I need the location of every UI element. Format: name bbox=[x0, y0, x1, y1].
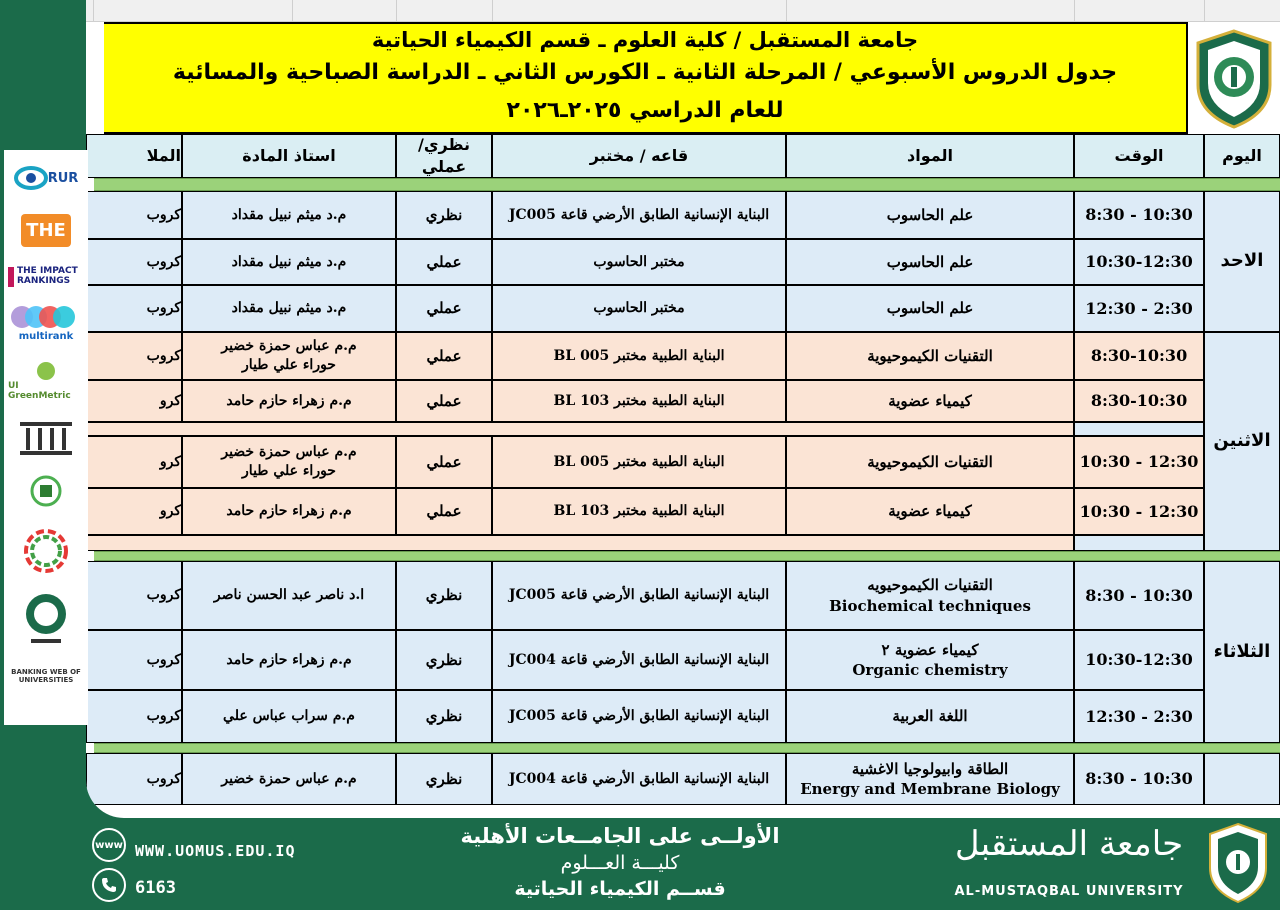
room-cell bbox=[492, 332, 786, 380]
time-cell bbox=[1074, 332, 1204, 380]
time-cell bbox=[1074, 630, 1204, 690]
time-cell bbox=[1074, 191, 1204, 239]
type-text: عملي bbox=[426, 502, 462, 521]
footer-university-arabic: جامعة المستقبل bbox=[954, 824, 1184, 864]
note-cell bbox=[86, 332, 182, 380]
the-impact-logo bbox=[8, 260, 84, 294]
teacher-text: م.م زهراء حازم حامد bbox=[226, 651, 352, 668]
note-text: كروب bbox=[146, 770, 181, 787]
footer-bar bbox=[0, 818, 1280, 910]
room-text: البناية الطبية مختبر BL 103 bbox=[553, 392, 725, 409]
type-cell bbox=[396, 332, 492, 380]
footer-university-shield-icon bbox=[1206, 822, 1270, 904]
schedule-header bbox=[104, 22, 1188, 134]
time-cell bbox=[1074, 690, 1204, 743]
type-text: عملي bbox=[426, 452, 462, 471]
time-cell bbox=[1074, 239, 1204, 285]
type-text: عملي bbox=[426, 391, 462, 410]
subject-text: علم الحاسوب bbox=[886, 205, 974, 224]
the-ranking-logo bbox=[8, 208, 84, 252]
institution-building-icon bbox=[8, 418, 84, 458]
teacher-secondary-text: حوراء علي طيار bbox=[242, 463, 336, 479]
footer-university-english: AL-MUSTAQBAL UNIVERSITY bbox=[954, 884, 1184, 899]
day-cell-sunday: الاحد bbox=[1204, 191, 1280, 332]
room-text: البناية الإنسانية الطابق الأرضي قاعة JC005 bbox=[508, 587, 770, 604]
room-text: البناية الطبية مختبر BL 005 bbox=[553, 347, 725, 364]
header-subtitle: جدول الدروس الأسبوعي / المرحلة الثانية ـ الكورس الثاني ـ الدراسة الصباحية والمسائية bbox=[172, 60, 1118, 85]
type-text: عملي bbox=[426, 299, 462, 318]
subject-text: التقنيات الكيموحيويه bbox=[867, 576, 993, 595]
teacher-text: م.م سراب عباس علي bbox=[223, 708, 355, 725]
teacher-cell bbox=[182, 690, 396, 743]
subject-cell bbox=[786, 630, 1074, 690]
subject-text: علم الحاسوب bbox=[886, 252, 974, 271]
note-text: كروب bbox=[146, 708, 181, 725]
teacher-text: م.م زهراء حازم حامد bbox=[226, 503, 352, 520]
type-cell bbox=[396, 285, 492, 332]
room-text: البناية الإنسانية الطابق الأرضي قاعة JC005 bbox=[508, 206, 770, 223]
spacer-cell bbox=[1074, 535, 1204, 551]
footer-phone: 6163 bbox=[135, 878, 176, 898]
type-cell bbox=[396, 239, 492, 285]
subject-cell bbox=[786, 191, 1074, 239]
header-title: جامعة المستقبل / كلية العلوم ـ قسم الكيمياء الحياتية bbox=[371, 28, 919, 52]
room-cell bbox=[492, 561, 786, 630]
federation-arab-engineers-logo bbox=[8, 586, 84, 652]
header-year: للعام الدراسي ٢٠٢٥ـ٢٠٢٦ bbox=[506, 98, 784, 123]
type-text: نظري bbox=[425, 586, 463, 605]
teacher-cell bbox=[182, 380, 396, 422]
note-cell bbox=[86, 191, 182, 239]
subject-cell bbox=[786, 332, 1074, 380]
note-text: كرو bbox=[159, 503, 181, 520]
type-text: عملي bbox=[426, 346, 462, 365]
teacher-text: م.م زهراء حازم حامد bbox=[226, 392, 352, 409]
spacer-cell bbox=[86, 422, 1074, 436]
time-text: 10:30 - 8:30 bbox=[1085, 769, 1193, 789]
note-text: كروب bbox=[146, 347, 181, 364]
room-cell bbox=[492, 191, 786, 239]
time-cell bbox=[1074, 285, 1204, 332]
room-cell bbox=[492, 285, 786, 332]
subject-cell bbox=[786, 488, 1074, 535]
greenmetric-logo bbox=[8, 356, 84, 406]
time-text: 10:30 - 8:30 bbox=[1085, 205, 1193, 225]
room-text: البناية الطبية مختبر BL 103 bbox=[553, 503, 725, 520]
type-cell bbox=[396, 690, 492, 743]
note-cell bbox=[86, 753, 182, 805]
type-text: نظري bbox=[425, 650, 463, 669]
subject-cell bbox=[786, 753, 1074, 805]
note-cell bbox=[86, 690, 182, 743]
note-text: كرو bbox=[159, 392, 181, 409]
time-text: 8:30-10:30 bbox=[1090, 346, 1188, 366]
room-cell bbox=[492, 630, 786, 690]
time-cell bbox=[1074, 488, 1204, 535]
time-cell bbox=[1074, 561, 1204, 630]
subject-text: التقنيات الكيموحيوية bbox=[867, 452, 993, 471]
type-cell bbox=[396, 191, 492, 239]
type-text: عملي bbox=[426, 252, 462, 271]
arab-universities-logo bbox=[8, 470, 84, 516]
subject-text: علم الحاسوب bbox=[886, 299, 974, 318]
subject-text: كيمياء عضوية bbox=[888, 502, 972, 521]
col-header-time: الوقت bbox=[1074, 134, 1204, 178]
teacher-text: م.م عباس حمزة خضير bbox=[221, 770, 357, 787]
time-text: 12:30 - 10:30 bbox=[1079, 501, 1199, 521]
subject-text: كيمياء عضوية ٢ bbox=[881, 640, 979, 659]
room-text: مختبر الحاسوب bbox=[593, 300, 685, 317]
note-cell bbox=[86, 488, 182, 535]
time-text: 10:30-12:30 bbox=[1085, 252, 1193, 272]
teacher-text: م.د ميثم نبيل مقداد bbox=[231, 300, 347, 317]
rur-ranking-logo bbox=[8, 158, 84, 198]
teacher-text: م.م عباس حمزة خضير bbox=[221, 444, 357, 461]
note-cell bbox=[86, 285, 182, 332]
note-text: كرو bbox=[159, 453, 181, 470]
day-cell-next bbox=[1204, 753, 1280, 805]
rur-label: RUR bbox=[47, 170, 79, 186]
day-cell-monday: الاثنين bbox=[1204, 332, 1280, 551]
note-text: كروب bbox=[146, 300, 181, 317]
subject-cell bbox=[786, 561, 1074, 630]
room-text: البناية الإنسانية الطابق الأرضي قاعة JC004 bbox=[508, 770, 770, 787]
spreadsheet-top-strip bbox=[86, 0, 1280, 22]
teacher-text: م.د ميثم نبيل مقداد bbox=[231, 253, 347, 270]
col-header-room: قاعه / مختبر bbox=[492, 134, 786, 178]
subject-english-text: Organic chemistry bbox=[852, 661, 1008, 679]
the-impact-label: THE IMPACT RANKINGS bbox=[8, 267, 84, 287]
room-cell bbox=[492, 753, 786, 805]
teacher-cell bbox=[182, 561, 396, 630]
teacher-cell bbox=[182, 753, 396, 805]
room-cell bbox=[492, 380, 786, 422]
note-text: كروب bbox=[146, 253, 181, 270]
subject-cell bbox=[786, 285, 1074, 332]
col-header-teacher: استاذ المادة bbox=[182, 134, 396, 178]
type-cell bbox=[396, 436, 492, 488]
separator-bar bbox=[94, 178, 1204, 191]
time-text: 2:30 - 12:30 bbox=[1085, 706, 1193, 726]
type-cell bbox=[396, 561, 492, 630]
teacher-cell bbox=[182, 191, 396, 239]
time-cell bbox=[1074, 436, 1204, 488]
the-label: THE bbox=[21, 214, 71, 247]
subject-text: كيمياء عضوية bbox=[888, 391, 972, 410]
type-cell bbox=[396, 753, 492, 805]
col-header-notes: الملا bbox=[86, 134, 182, 178]
phone-icon bbox=[92, 868, 126, 902]
note-cell bbox=[86, 561, 182, 630]
teacher-text: م.م عباس حمزة خضير bbox=[221, 338, 357, 355]
university-logo bbox=[1188, 24, 1280, 134]
subject-english-text: Biochemical techniques bbox=[829, 596, 1031, 615]
time-text: 10:30-12:30 bbox=[1085, 650, 1193, 670]
room-cell bbox=[492, 239, 786, 285]
multirank-label: multirank bbox=[18, 330, 74, 342]
footer-department: قســم الكيمياء الحياتية bbox=[514, 878, 726, 900]
subject-english-text: Energy and Membrane Biology bbox=[800, 780, 1060, 798]
time-cell bbox=[1074, 380, 1204, 422]
type-cell bbox=[396, 630, 492, 690]
separator-bar bbox=[94, 551, 1280, 561]
note-cell bbox=[86, 630, 182, 690]
teacher-cell bbox=[182, 332, 396, 380]
subject-cell bbox=[786, 690, 1074, 743]
greenmetric-label: UI GreenMetric bbox=[8, 381, 71, 401]
teacher-text: ا.د ناصر عبد الحسن ناصر bbox=[213, 587, 365, 604]
teacher-cell bbox=[182, 630, 396, 690]
www-icon-label: www bbox=[95, 839, 123, 851]
time-text: 8:30-10:30 bbox=[1090, 391, 1188, 411]
note-cell bbox=[86, 380, 182, 422]
type-cell bbox=[396, 488, 492, 535]
spacer-cell bbox=[1074, 422, 1204, 436]
teacher-text: م.د ميثم نبيل مقداد bbox=[231, 206, 347, 223]
teacher-cell bbox=[182, 436, 396, 488]
note-text: كروب bbox=[146, 206, 181, 223]
time-text: 2:30 - 12:30 bbox=[1085, 298, 1193, 318]
subject-text: اللغة العربية bbox=[892, 707, 968, 726]
globe-icon bbox=[92, 828, 126, 862]
time-text: 12:30 - 10:30 bbox=[1079, 452, 1199, 472]
room-text: البناية الإنسانية الطابق الأرضي قاعة JC005 bbox=[508, 708, 770, 725]
room-text: البناية الإنسانية الطابق الأرضي قاعة JC004 bbox=[508, 651, 770, 668]
subject-text: الطاقة وابيولوجيا الاغشية bbox=[851, 759, 1009, 778]
separator-bar bbox=[94, 743, 1280, 753]
subject-cell bbox=[786, 380, 1074, 422]
type-text: نظري bbox=[425, 205, 463, 224]
col-header-subject: المواد bbox=[786, 134, 1074, 178]
room-text: مختبر الحاسوب bbox=[593, 253, 685, 270]
type-text: نظري bbox=[425, 707, 463, 726]
room-text: البناية الطبية مختبر BL 005 bbox=[553, 453, 725, 470]
subject-cell bbox=[786, 436, 1074, 488]
teacher-secondary-text: حوراء علي طيار bbox=[242, 357, 336, 373]
col-header-type: نظري/عملي bbox=[396, 134, 492, 178]
multirank-logo bbox=[8, 300, 84, 344]
subject-cell bbox=[786, 239, 1074, 285]
room-cell bbox=[492, 488, 786, 535]
room-cell bbox=[492, 436, 786, 488]
time-cell bbox=[1074, 753, 1204, 805]
teacher-cell bbox=[182, 285, 396, 332]
partner-rankings-strip bbox=[4, 150, 88, 725]
footer-college: كليـــة العـــلوم bbox=[560, 852, 680, 874]
webometrics-label: BANKING WEB OF UNIVERSITIES bbox=[11, 668, 81, 684]
teacher-cell bbox=[182, 488, 396, 535]
separator-bar bbox=[1204, 178, 1280, 191]
col-header-day: اليوم bbox=[1204, 134, 1280, 178]
note-cell bbox=[86, 239, 182, 285]
teacher-cell bbox=[182, 239, 396, 285]
time-text: 10:30 - 8:30 bbox=[1085, 585, 1193, 605]
webometrics-logo bbox=[8, 662, 84, 692]
sdg-goals-logo bbox=[8, 528, 84, 574]
room-cell bbox=[492, 690, 786, 743]
subject-text: التقنيات الكيموحيوية bbox=[867, 346, 993, 365]
schedule-sheet bbox=[86, 0, 1280, 818]
spacer-cell bbox=[86, 535, 1074, 551]
note-cell bbox=[86, 436, 182, 488]
type-cell bbox=[396, 380, 492, 422]
day-cell-tuesday: الثلاثاء bbox=[1204, 561, 1280, 743]
note-text: كروب bbox=[146, 587, 181, 604]
type-text: نظري bbox=[425, 769, 463, 788]
footer-website: WWW.UOMUS.EDU.IQ bbox=[135, 842, 296, 860]
footer-slogan: الأولــى على الجامــعات الأهلية bbox=[460, 824, 780, 848]
note-text: كروب bbox=[146, 651, 181, 668]
